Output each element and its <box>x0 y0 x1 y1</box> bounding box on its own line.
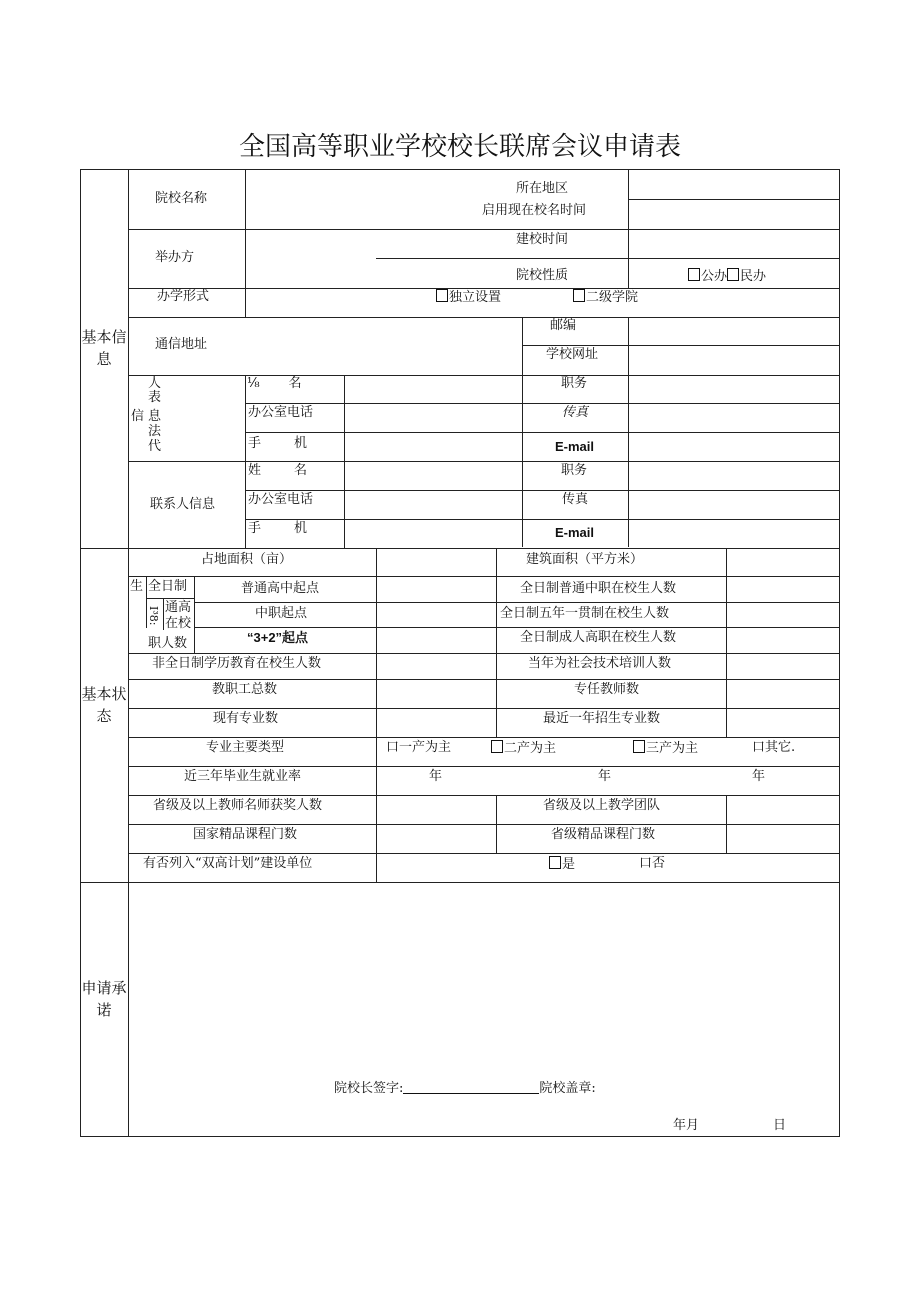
label-training: 当年为社会技术培训人数 <box>528 656 672 671</box>
employment-year-2: 年 <box>598 769 612 784</box>
label-postcode: 邮编 <box>550 318 577 333</box>
double-high-no[interactable]: 口否 <box>639 856 666 871</box>
label-staff: 教职工总数 <box>212 682 278 697</box>
label-major-type: 专业主要类型 <box>206 740 285 755</box>
employment-year-3: 年 <box>752 769 766 784</box>
label-founded: 建校时间 <box>516 232 569 247</box>
double-high-yes[interactable]: 是 <box>549 856 575 873</box>
label-teaching-teams: 省级及以上教学团队 <box>543 798 661 813</box>
label-three-two: “3+2”起点 <box>247 630 309 645</box>
form-title: 全国高等职业学校校长联席会议申请表 <box>238 132 681 162</box>
nature-options[interactable]: 公办 民办 <box>688 268 766 285</box>
public-checkbox[interactable] <box>688 268 700 281</box>
label-region: 所在地区 <box>516 181 569 196</box>
label-sponsor: 举办方 <box>155 250 195 265</box>
principal-signature[interactable]: 院校长签字: 院校盖章: <box>334 1081 596 1096</box>
label-recent-majors: 最近一年招生专业数 <box>543 711 661 726</box>
label-rep-fax: 传真 <box>562 405 589 420</box>
label-ft-vocational: 全日制普通中职在校生人数 <box>520 581 677 596</box>
label-teacher-awards: 省级及以上教师名师获奖人数 <box>153 798 323 813</box>
date-year-month: 年月 <box>673 1118 700 1133</box>
label-ft-five-year: 全日制五年一贯制在校生人数 <box>500 606 670 621</box>
label-majors: 现有专业数 <box>213 711 279 726</box>
label-rep-position: 职务 <box>561 376 588 391</box>
secondary-industry-checkbox[interactable] <box>491 740 503 753</box>
major-type-primary[interactable]: 口一产为主 <box>386 740 452 755</box>
label-school-name: 院校名称 <box>155 191 208 206</box>
label-sub-fulltime: 全日制 <box>148 579 188 594</box>
label-address: 通信地址 <box>155 337 208 352</box>
label-non-ft: 非全日制学历教育在校生人数 <box>152 656 322 671</box>
major-type-tertiary[interactable]: 三产为主 <box>633 740 698 757</box>
label-name-since: 启用现在校名时间 <box>482 203 587 218</box>
independent-checkbox[interactable] <box>436 289 448 302</box>
label-rep-mobile: 手 机 <box>248 436 308 451</box>
label-double-high: 有否列入“双高计划”建设单位 <box>143 856 313 871</box>
label-sub-i78: I³8: <box>147 606 160 626</box>
commitment-area[interactable] <box>129 883 839 1073</box>
label-legal-rep-6: 代 <box>148 439 162 454</box>
label-contact-fax: 传真 <box>562 492 589 507</box>
secondary-college-checkbox[interactable] <box>573 289 585 302</box>
form-independent[interactable]: 独立设置 <box>436 289 501 306</box>
label-sub-sheng: 生 <box>130 579 144 594</box>
label-land-area: 占地面积（亩） <box>201 552 293 567</box>
major-type-other[interactable]: 口其它. <box>752 740 796 755</box>
label-contact-email: E-mail <box>555 525 595 540</box>
label-contact-position: 职务 <box>561 463 588 478</box>
label-contact: 联系人信息 <box>150 497 216 512</box>
label-national-courses: 国家精品课程门数 <box>193 827 298 842</box>
label-hs-start: 普通高中起点 <box>241 581 320 596</box>
region-field[interactable] <box>629 170 839 198</box>
section-basic-info: 基本信息 <box>81 328 127 368</box>
label-contact-office-phone: 办公室电话 <box>248 492 314 507</box>
label-sub-zhirenshu: 职人数 <box>148 636 188 651</box>
yes-checkbox[interactable] <box>549 856 561 869</box>
label-legal-rep-2: 表 <box>148 390 162 405</box>
section-basic-status: 基本状态 <box>81 685 127 725</box>
label-contact-mobile: 手 机 <box>248 521 308 536</box>
section-commitment: 申请承诺 <box>81 979 127 1019</box>
label-legal-rep-1: 人 <box>148 376 162 391</box>
school-name-field[interactable] <box>246 170 376 228</box>
label-building-area: 建筑面积（平方米） <box>526 552 644 567</box>
label-legal-rep-4: 息 <box>148 409 162 424</box>
label-sub-zaixiao: 在校 <box>165 616 192 631</box>
signature-line[interactable] <box>403 1081 539 1094</box>
label-ft-adult: 全日制成人高职在校生人数 <box>520 630 677 645</box>
address-field[interactable] <box>246 318 522 374</box>
date-day: 日 <box>773 1118 787 1133</box>
private-checkbox[interactable] <box>727 268 739 281</box>
label-legal-rep-5: 法 <box>148 424 162 439</box>
label-fulltime-teachers: 专任教师数 <box>574 682 640 697</box>
tertiary-industry-checkbox[interactable] <box>633 740 645 753</box>
label-provincial-courses: 省级精品课程门数 <box>551 827 656 842</box>
label-vc-start: 中职起点 <box>255 606 308 621</box>
employment-year-1: 年 <box>429 769 443 784</box>
form-secondary[interactable]: 二级学院 <box>573 289 638 306</box>
major-type-secondary[interactable]: 二产为主 <box>491 740 556 757</box>
label-nature: 院校性质 <box>516 268 569 283</box>
label-contact-name: 姓 名 <box>248 463 308 478</box>
name-since-field[interactable] <box>629 200 839 228</box>
label-legal-rep-3: 信 <box>131 409 145 424</box>
label-rep-name: ⅛ 名 <box>247 376 302 391</box>
label-rep-office-phone: 办公室电话 <box>248 405 314 420</box>
label-school-form: 办学形式 <box>157 289 210 304</box>
label-employment: 近三年毕业生就业率 <box>184 769 302 784</box>
label-sub-tonggao: 通高 <box>165 600 192 615</box>
label-rep-email: E-mail <box>555 439 595 454</box>
label-website: 学校网址 <box>546 347 599 362</box>
